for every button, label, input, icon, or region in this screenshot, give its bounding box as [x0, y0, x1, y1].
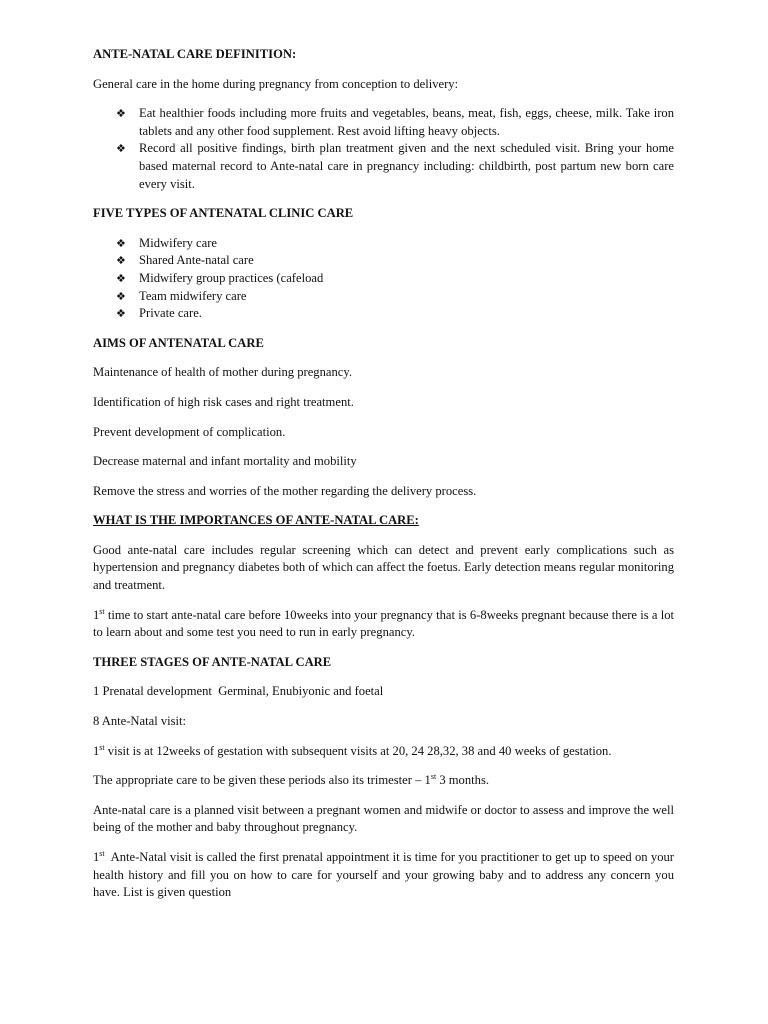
start-time-paragraph: 1st time to start ante-natal care before 10weeks into your pregnancy that is 6-8weeks pregnant because there is a lot to learn about and some test you need to run in early pregnancy. [93, 606, 674, 640]
aim-paragraph: Identification of high risk cases and right treatment. [93, 394, 354, 409]
stages-paragraph: 1 Prenatal development Germinal, Enubiyonic and foetal [93, 684, 384, 699]
importance-paragraph: Good ante-natal care includes regular screening which can detect and prevent early complications such as hypertension and pregnancy diabetes both of which can affect the foetus. Early detection means regular monitoring and treatment. [93, 542, 674, 593]
aim-paragraph: Maintenance of health of mother during pregnancy. [93, 365, 353, 380]
aim-paragraph: Prevent development of complication. [93, 424, 286, 439]
aim-paragraph: Decrease maternal and infant mortality and mobility [93, 454, 357, 469]
list-item: ❖ Shared Ante-natal care [139, 252, 674, 270]
heading-types: FIVE TYPES OF ANTENATAL CLINIC CARE [93, 206, 354, 221]
diamond-bullet-icon: ❖ [116, 271, 126, 285]
list-item: ❖ Midwifery group practices (cafeload [139, 270, 674, 288]
diamond-bullet-icon: ❖ [116, 307, 126, 321]
definition-list [93, 105, 674, 193]
first-appointment-paragraph: 1st Ante-Natal visit is called the first prenatal appointment it is time for you practitioner to get up to speed on your health history and fill you on how to care for yourself and your growing baby and to address any concern you have. List is given question [93, 848, 678, 900]
list-item: ❖ Private care. [139, 305, 674, 323]
diamond-bullet-icon: ❖ [116, 236, 126, 250]
first-visit-paragraph: 1st visit is at 12weeks of gestation with subsequent visits at 20, 24 28,32, 38 and 40 weeks of gestation. [93, 742, 612, 758]
definition-intro: General care in the home during pregnancy from conception to delivery: [93, 76, 459, 91]
types-list [93, 235, 674, 323]
heading-stages: THREE STAGES OF ANTE-NATAL CARE [93, 654, 332, 669]
heading-definition: ANTE-NATAL CARE DEFINITION: [93, 47, 297, 61]
trimester-paragraph: The appropriate care to be given these periods also its trimester – 1st 3 months. [93, 772, 490, 788]
diamond-bullet-icon: ❖ [116, 107, 126, 121]
list-item: ❖ Eat healthier foods including more fruits and vegetables, beans, meat, fish, eggs, cheese, milk. Take iron tablets and any other food supplement. Rest avoid lifting heavy objects. [116, 106, 674, 138]
aim-paragraph: Remove the stress and worries of the mother regarding the delivery process. [93, 483, 477, 498]
diamond-bullet-icon: ❖ [116, 142, 126, 156]
list-item: ❖ Team midwifery care [139, 288, 674, 306]
heading-importance: WHAT IS THE IMPORTANCES OF ANTE-NATAL CARE: [93, 513, 419, 528]
heading-aims: AIMS OF ANTENATAL CARE [93, 335, 264, 350]
visits-paragraph: 8 Ante-Natal visit: [93, 714, 187, 729]
diamond-bullet-icon: ❖ [116, 289, 126, 303]
list-item: ❖ Midwifery care [139, 235, 674, 253]
diamond-bullet-icon: ❖ [116, 254, 126, 268]
list-item: ❖ Record all positive findings, birth plan treatment given and the next scheduled visit. Bring your home based maternal record to Ante-natal care in pregnancy including: childbirth, post partum new born care every visit. [116, 141, 674, 191]
planned-visit-paragraph: Ante-natal care is a planned visit between a pregnant women and midwife or doctor to assess and improve the well being of the mother and baby throughout pregnancy. [93, 802, 674, 835]
